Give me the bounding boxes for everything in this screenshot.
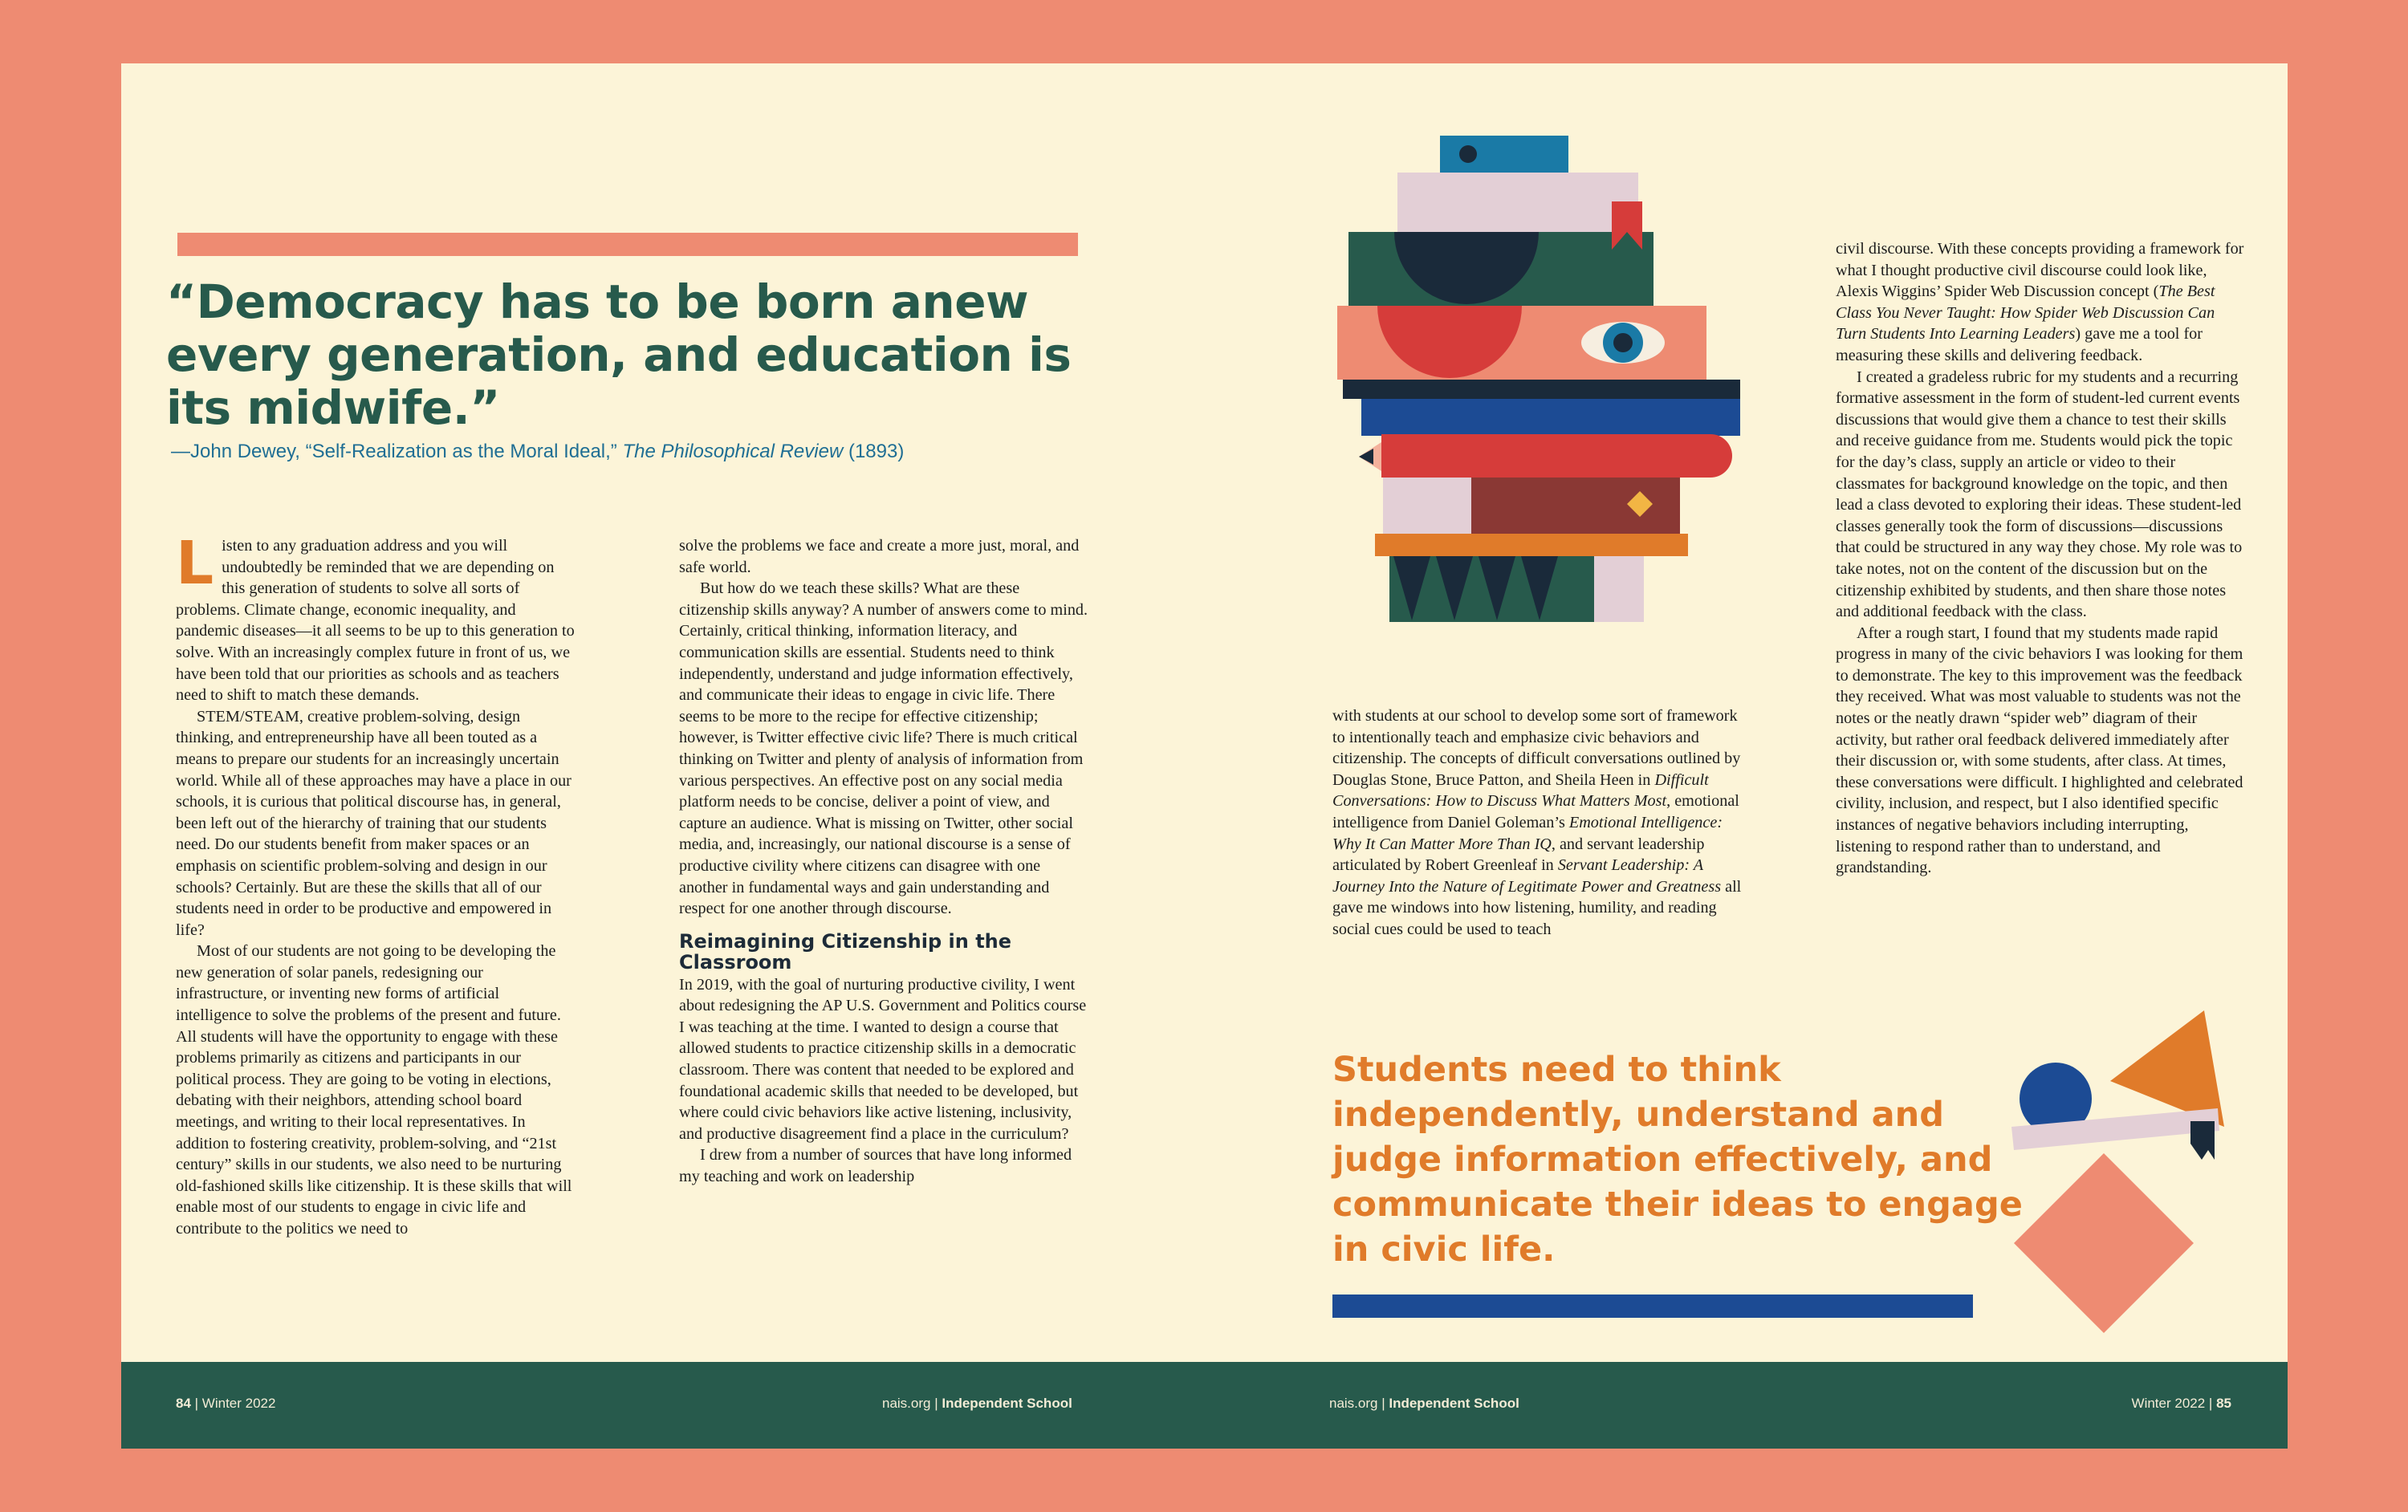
footer-right-folio: Winter 2022 | 85 [2131, 1396, 2231, 1411]
footer-left-folio: 84 | Winter 2022 [176, 1396, 276, 1411]
paragraph: with students at our school to develop some sort of framework to intentionally teach and emphasize civic behaviors and citizenship. The concepts of difficult conversations outlined by Douglas Stone, Bruce Patton, and Sheila Heen in Difficult Conversations: How to Discuss What Matters Most, emotional intelligence from Daniel Goleman’s Emotional Intelligence: Why It Can Matter More Than IQ, and servant leadership articulated by Robert Greenleaf in Servant Leadership: A Journey Into the Nature of Legitimate Power and Greatness all gave me windows into how listening, humility, and reading social cues could be used to teach [1332, 707, 1742, 938]
paragraph: I created a gradeless rubric for my students and a recurring formative assessment in the form of student-led current events discussions that would give them a chance to test their skills and receive guidance from me. Students would pick the topic for the day’s class, supply an article or video to their classmates for background knowledge on the topic, and then lead a class devoted to exploring their ideas. These student-led classes generally took the form of discussions—discussions that could be structured in any way they chose. My role was to take notes, not on the content of the discussion but on the citizenship exhibited by students, and then share those notes and additional feedback with the class. [1836, 368, 2243, 621]
quote-accent-bar [177, 233, 1078, 256]
paragraph: In 2019, with the goal of nurturing productive civility, I went about redesigning the AP U.S. Government and Politics course I was teaching at the time. I wanted to design a course that allowed students to practice citizenship skills in a democratic classroom. There was content that needed to be explored and foundational academic skills that needed to be developed, but where could civic behaviors like active listening, inclusivity, and productive disagreement find a place in the curriculum? [679, 975, 1087, 1143]
paragraph: STEM/STEAM, creative problem-solving, design thinking, and entrepreneurship have all been touted as a means to prepare our students for an increasingly uncertain world. While all of these approaches may have a place in our schools, it is curious that political discourse has, in general, been left out of the hierarchy of training that our students need. Do our students benefit from maker spaces or an emphasis on scientific problem-solving and design in our schools? Certainly. But are these the skills that all of our students need in order to be productive and empowered in life? [176, 707, 571, 939]
drop-cap: L [176, 529, 214, 598]
source-title: The Philosophical Review [622, 441, 844, 462]
quote-attribution: —John Dewey, “Self-Realization as the Moral Ideal,” The Philosophical Review (1893) [171, 441, 905, 462]
paragraph: But how do we teach these skills? What are these citizenship skills anyway? A number of answers come to mind. Certainly, critical thinking, information literacy, and communication skills are essential. Students need to think independently, understand and judge information effectively, and communicate their ideas to engage in civic life. There seems to be more to the recipe for effective citizenship; however, is Twitter effective civic life? There is much critical thinking on Twitter and plenty of analysis of information from various perspectives. An effective post on any social media platform needs to be concise, deliver a point of view, and capture an audience. What is missing on Twitter, other social media, and, increasingly, our national discourse is a sense of productive civility where citizens can disagree with one another in fundamental ways and gain understanding and respect for one another through discourse. [679, 579, 1088, 918]
body-column-3 [1332, 705, 1742, 941]
section-subhead: Reimagining Citizenship in the Classroom [679, 929, 1012, 973]
footer-right-site: nais.org | Independent School [1329, 1396, 1519, 1411]
page-footer [121, 1362, 2288, 1449]
magazine-spread [121, 63, 2288, 1449]
paragraph: After a rough start, I found that my students made rapid progress in many of the civic behaviors I was looking for them to demonstrate. The key to this improvement was the feedback they received. What was most valuable to students was not the notes or the neatly drawn “spider web” diagram of their activity, but rather oral feedback delivered immediately after their discussion or, with some students, after class. At times, these conversations were difficult. I highlighted and celebrated civility, inclusion, and respect, but I also identified specific instances of negative behaviors including interrupting, listening to respond rather than to understand, and grandstanding. [1836, 624, 2243, 877]
paragraph: civil discourse. With these concepts providing a framework for what I thought productive civil discourse could look like, Alexis Wiggins’ Spider Web Discussion concept (The Best Class You Never Taught: How Spider Web Discussion Can Turn Students Into Learning Leaders) gave me a tool for measuring these skills and delivering feedback. [1836, 240, 2244, 364]
paragraph: solve the problems we face and create a more just, moral, and safe world. [679, 537, 1080, 576]
stacked-books-face-illustration [1325, 136, 1887, 697]
geometric-shapes-illustration [1991, 1010, 2280, 1364]
body-column-2 [679, 535, 1088, 1188]
paragraph: Listen to any graduation address and you will undoubtedly be reminded that we are depending on this generation of students to solve all sorts of problems. Climate change, economic inequality, and pandemic diseases—it all seems to be up to this generation to solve. With an increasingly complex future in front of us, we have been told that our priorities as schools and as teachers need to shift to match these demands. [176, 529, 575, 705]
opening-quote: “Democracy has to be born anew every generation, and education is its midwife.” [166, 274, 1072, 435]
pull-quote: Students need to think independently, understand and judge information effectively, and communicate their ideas to engage in civic life. [1332, 1050, 2023, 1270]
footer-left-site: nais.org | Independent School [882, 1396, 1072, 1411]
paragraph: I drew from a number of sources that have long informed my teaching and work on leadership [679, 1146, 1072, 1186]
body-column-1 [176, 529, 577, 1240]
body-column-4 [1836, 238, 2245, 879]
paragraph: Most of our students are not going to be developing the new generation of solar panels, redesigning our infrastructure, or inventing new forms of artificial intelligence to solve the problems of the present and future. All students will have the opportunity to engage with these problems primarily as citizens and participants in our political process. They are going to be voting in elections, debating with their neighbors, attending school board meetings, and writing to their local representatives. In addition to fostering creativity, problem-solving, and “21st century” skills in our students, we also need to be nurturing old-fashioned skills like citizenship. It is these skills that will enable most of our students to engage in civic life and contribute to the politics we need to [176, 942, 572, 1238]
pull-quote-accent-bar [1332, 1295, 1973, 1318]
